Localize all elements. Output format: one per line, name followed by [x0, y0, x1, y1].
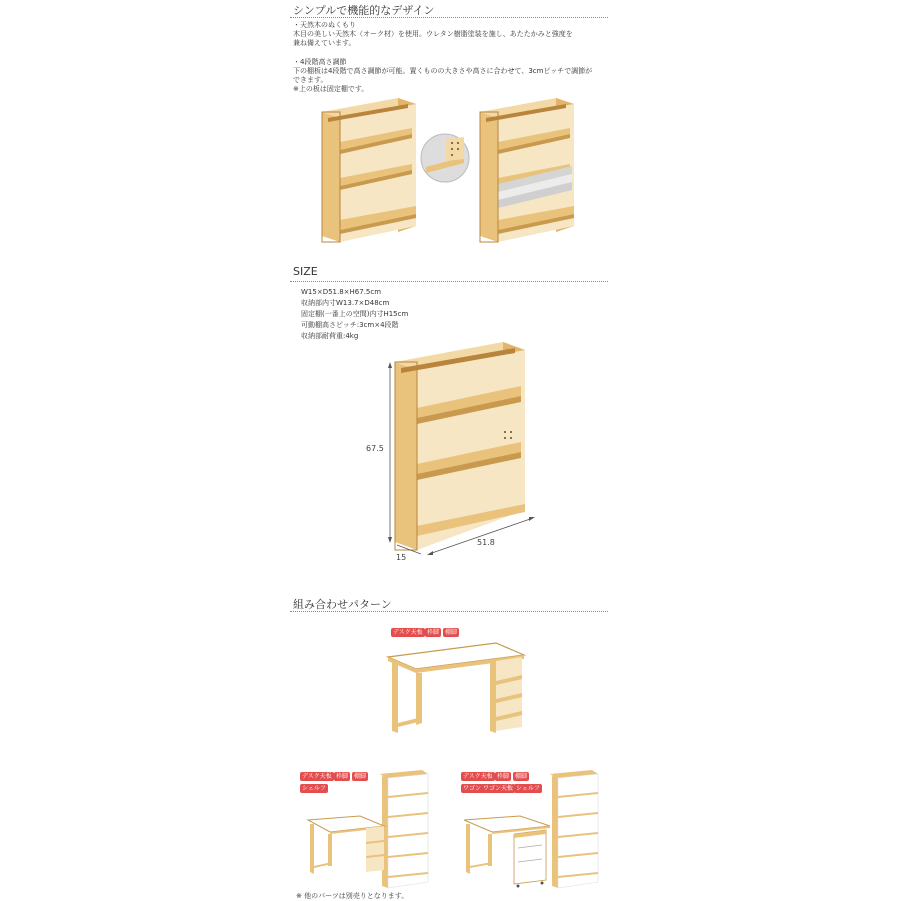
- spec-inner-size: 収納部内寸W13.7×D48cm: [301, 299, 390, 307]
- combo1-desk-image: [386, 643, 526, 735]
- spec-load: 収納部耐荷重:4kg: [301, 332, 359, 340]
- spec-fixed-shelf: 固定棚(一番上の空間)内寸H15cm: [301, 310, 409, 318]
- other-parts-note: ※ 他のパーツは別売りとなります。: [296, 892, 409, 900]
- bullet-height-adjust-text-2: できます。: [293, 76, 328, 84]
- shelf-detail-circle: [420, 133, 470, 183]
- spec-outer-size: W15×D51.8×H67.5cm: [301, 288, 382, 296]
- spec-pitch: 可動棚高さピッチ:3cm×4段階: [301, 321, 399, 329]
- combo3-tag-desk-top: デスク天板: [463, 773, 493, 780]
- combo1-tag-frame-leg: 枠脚: [427, 629, 440, 636]
- shelf-image-plain: [320, 98, 420, 243]
- combo1-tag-desk-top: デスク天板: [393, 629, 423, 636]
- shelf-image-with-files: [478, 98, 578, 243]
- dimension-width-label: 15: [396, 553, 407, 562]
- combo3-tag-wagon: ワゴン: [463, 785, 482, 792]
- bullet-natural-wood-title: ・天然木のぬくもり: [293, 21, 356, 29]
- combo3-tag-frame-leg: 枠脚: [497, 773, 510, 780]
- dimension-height-label: 67.5: [366, 444, 384, 453]
- bullet-height-adjust-text-3: ※上の板は固定棚です。: [293, 85, 369, 93]
- bullet-height-adjust-title: ・4段階高さ調節: [293, 58, 347, 66]
- bullet-natural-wood-text-1: 木目の美しい天然木（オーク材）を使用。ウレタン樹脂塗装を施し、あたたかみと強度を: [293, 30, 573, 38]
- bullet-height-adjust-text-1: 下の棚板は4段階で高さ調節が可能。置くものの大きさや高さに合わせて、3cmピッチで調節が: [293, 67, 593, 75]
- bullet-natural-wood-text-2: 兼ね備えています。: [293, 39, 356, 47]
- combo2-tag-frame-leg: 枠脚: [336, 773, 349, 780]
- combo2-desk-shelf-image: [300, 770, 430, 888]
- combo3-tag-shelf-leg: 棚脚: [515, 773, 528, 780]
- section-title-design: シンプルで機能的なデザイン: [293, 4, 435, 17]
- combo2-tag-shelf: シェルフ: [302, 785, 326, 792]
- section-title-combination: 組み合わせパターン: [293, 598, 392, 611]
- combo2-tag-desk-top: デスク天板: [302, 773, 332, 780]
- combo1-tag-shelf-leg: 棚脚: [445, 629, 458, 636]
- dimension-depth-label: 51.8: [477, 538, 495, 547]
- combo3-tag-wagon-top: ワゴン天板: [483, 785, 514, 792]
- section-divider: [290, 17, 608, 18]
- combo2-tag-shelf-leg: 棚脚: [354, 773, 367, 780]
- shelf-dimension-diagram: [385, 340, 545, 565]
- section-divider: [290, 611, 608, 612]
- combo3-tag-shelf: シェルフ: [516, 785, 540, 792]
- section-title-size: SIZE: [293, 265, 318, 278]
- section-divider: [290, 281, 608, 282]
- combo3-desk-wagon-shelf-image: [458, 770, 598, 888]
